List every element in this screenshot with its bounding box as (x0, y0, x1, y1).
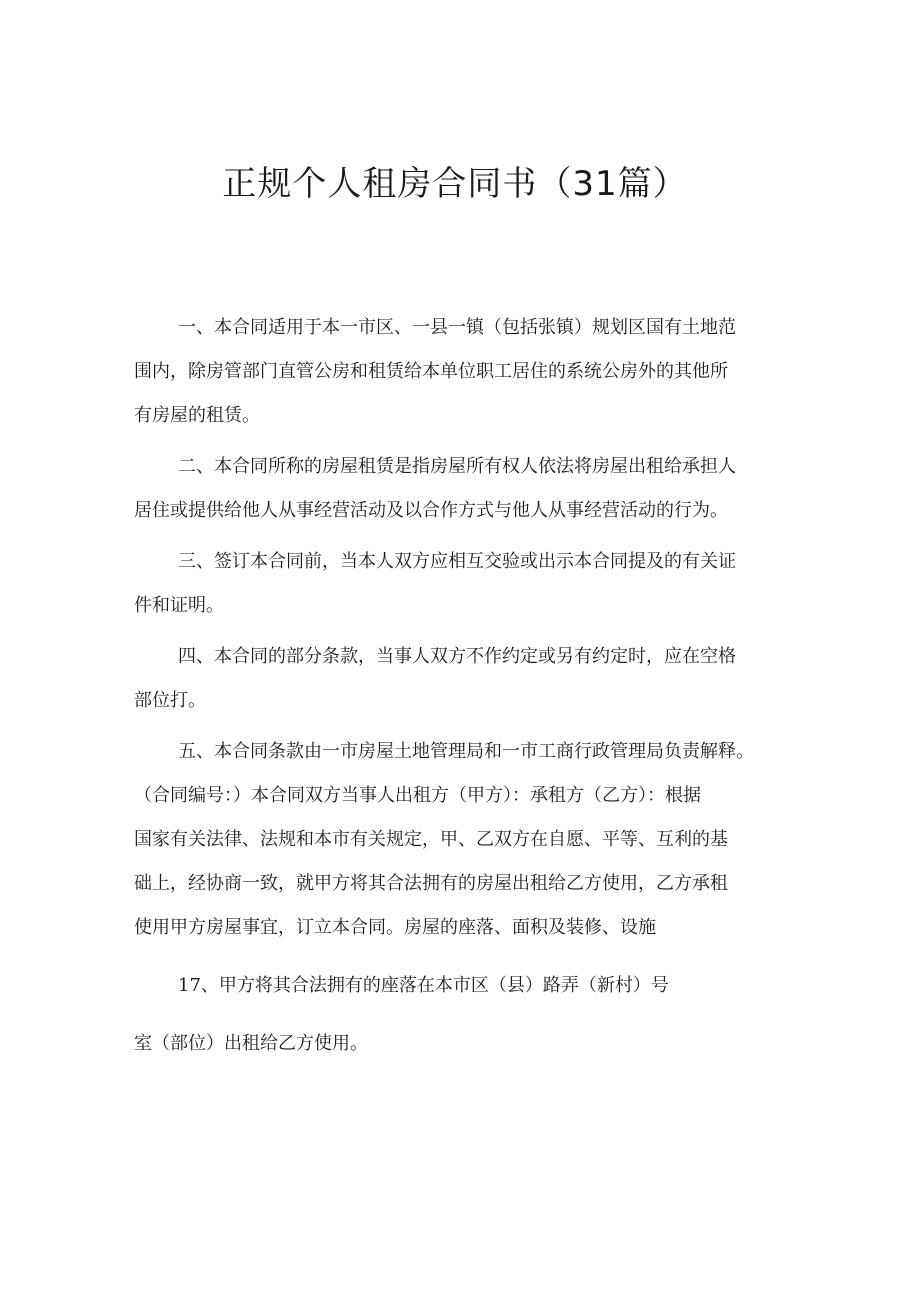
paragraph-line: （合同编号：）本合同双方当事人出租方（甲方）：承租方（乙方）：根据 (134, 785, 701, 806)
paragraph-line: 围内，除房管部门直管公房和租赁给本单位职工居住的系统公房外的其他所 (134, 361, 728, 382)
paragraph-line: 使用甲方房屋事宜，订立本合同。房屋的座落、面积及装修、设施 (134, 917, 656, 938)
paragraph-line: 有房屋的租赁。 (134, 405, 260, 426)
paragraph-line: 五、本合同条款由一市房屋土地管理局和一市工商行政管理局负责解释。 (178, 741, 754, 762)
paragraph-3 (134, 540, 804, 628)
document-title: 正规个人租房合同书（31篇） (222, 164, 688, 204)
paragraph-1 (134, 306, 804, 438)
paragraph-line: 一、本合同适用于本一市区、一县一镇（包括张镇）规划区国有土地范 (178, 317, 736, 338)
paragraph-line: 国家有关法律、法规和本市有关规定，甲、乙双方在自愿、平等、互利的基 (134, 829, 728, 850)
paragraph-6 (134, 964, 804, 1008)
paragraph-line: 室（部位）出租给乙方使用。 (134, 1033, 368, 1054)
paragraph-5 (134, 730, 804, 950)
paragraph-7 (134, 1022, 804, 1066)
paragraph-line: 二、本合同所称的房屋租赁是指房屋所有权人依法将房屋出租给承担人 (178, 456, 736, 477)
paragraph-line: 三、签订本合同前，当本人双方应相互交验或出示本合同提及的有关证 (178, 551, 736, 572)
paragraph-line: 四、本合同的部分条款，当事人双方不作约定或另有约定时，应在空格 (178, 646, 736, 667)
paragraph-2 (134, 445, 804, 533)
paragraph-line: 部位打。 (134, 690, 206, 711)
paragraph-line: 17、甲方将其合法拥有的座落在本市区（县）路弄（新村）号 (178, 975, 669, 996)
paragraph-line: 件和证明。 (134, 595, 224, 616)
document-body (134, 306, 804, 1073)
paragraph-4 (134, 635, 804, 723)
paragraph-line: 础上，经协商一致，就甲方将其合法拥有的房屋出租给乙方使用，乙方承租 (134, 873, 728, 894)
paragraph-line: 居住或提供给他人从事经营活动及以合作方式与他人从事经营活动的行为。 (134, 500, 728, 521)
